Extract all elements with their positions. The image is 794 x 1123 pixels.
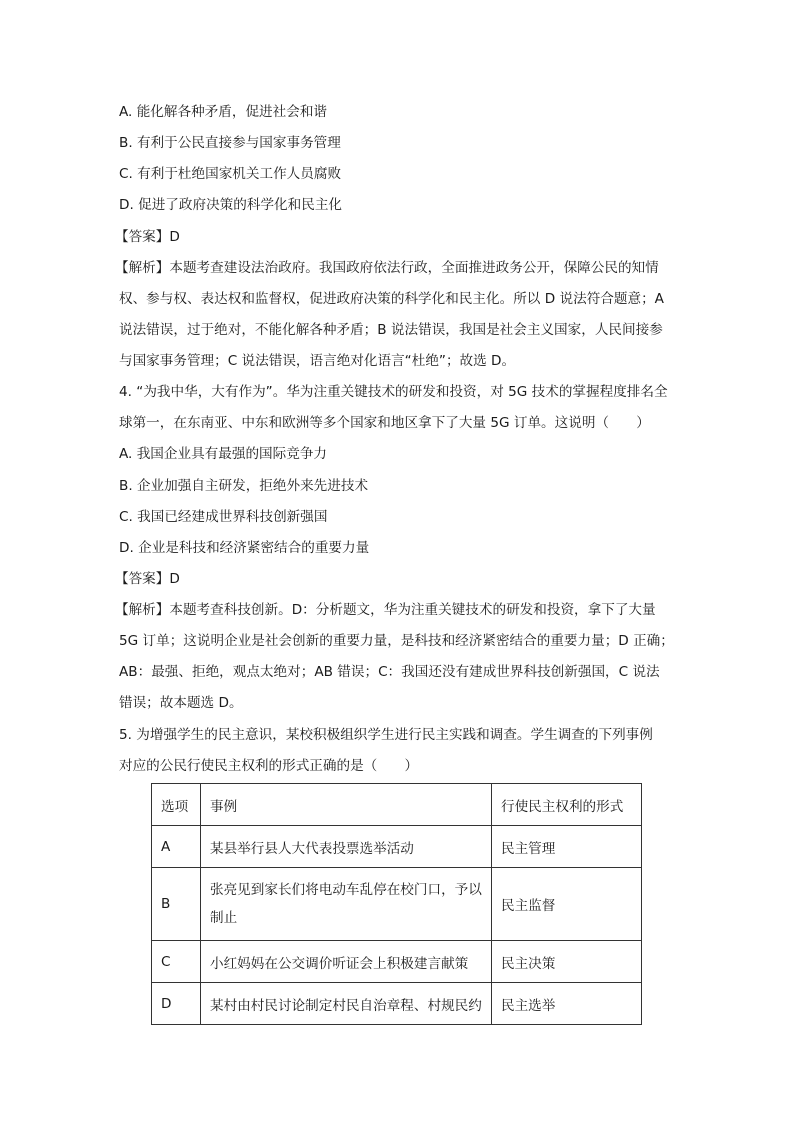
table-cell-option: B xyxy=(152,868,201,941)
table-cell-option: A xyxy=(152,826,201,868)
table-header-row xyxy=(152,784,642,826)
q4-analysis-line-3: AB：最强、拒绝，观点太绝对；AB 错误；C：我国还没有建成世界科技创新强国，C 说法 xyxy=(119,664,660,680)
q5-table xyxy=(151,783,642,1025)
table-cell-form: 民主决策 xyxy=(492,941,642,983)
table-row xyxy=(152,941,642,983)
table-cell-example: 某县举行县人大代表投票选举活动 xyxy=(201,826,492,868)
q3-analysis-line-3: 说法错误，过于绝对，不能化解各种矛盾；B 说法错误，我国是社会主义国家，人民间接参 xyxy=(119,322,663,338)
table-cell-form: 民主选举 xyxy=(492,983,642,1025)
q3-option-c: C. 有利于杜绝国家机关工作人员腐败 xyxy=(119,166,342,182)
q4-analysis-line-4: 错误；故本题选 D。 xyxy=(119,695,243,711)
q4-stem-line-2: 球第一，在东南亚、中东和欧洲等多个国家和地区拿下了大量 5G 订单。这说明（ ） xyxy=(119,415,650,431)
q4-option-b: B. 企业加强自主研发，拒绝外来先进技术 xyxy=(119,478,369,494)
table-row xyxy=(152,983,642,1025)
q3-analysis-line-4: 与国家事务管理；C 说法错误，语言绝对化语言“杜绝”；故选 D。 xyxy=(119,353,516,369)
q4-option-a: A. 我国企业具有最强的国际竞争力 xyxy=(119,446,328,462)
table-row xyxy=(152,826,642,868)
table-cell-form: 民主管理 xyxy=(492,826,642,868)
q4-stem-line-1: 4. “为我中华，大有作为”。华为注重关键技术的研发和投资，对 5G 技术的掌握程度排名全 xyxy=(119,384,668,400)
q4-analysis-line-1: 【解析】本题考查科技创新。D：分析题文，华为注重关键技术的研发和投资，拿下了大量 xyxy=(115,602,656,618)
table-cell-form: 民主监督 xyxy=(492,868,642,941)
q4-answer: 【答案】D xyxy=(115,571,180,587)
q3-answer: 【答案】D xyxy=(115,229,180,245)
table-row xyxy=(152,868,642,941)
q3-option-d: D. 促进了政府决策的科学化和民主化 xyxy=(119,197,343,213)
q3-analysis-line-2: 权、参与权、表达权和监督权，促进政府决策的科学化和民主化。所以 D 说法符合题意；A xyxy=(119,291,664,307)
q3-analysis-line-1: 【解析】本题考查建设法治政府。我国政府依法行政，全面推进政务公开，保障公民的知情 xyxy=(115,260,659,276)
q4-option-c: C. 我国已经建成世界科技创新强国 xyxy=(119,509,328,525)
q4-analysis-line-2: 5G 订单；这说明企业是社会创新的重要力量，是科技和经济紧密结合的重要力量；D 正确； xyxy=(119,633,674,649)
table-header-option: 选项 xyxy=(152,784,201,826)
table-cell-option: C xyxy=(152,941,201,983)
q5-stem-line-2: 对应的公民行使民主权利的形式正确的是（ ） xyxy=(119,758,419,774)
q3-option-b: B. 有利于公民直接参与国家事务管理 xyxy=(119,135,341,151)
table-cell-example: 某村由村民讨论制定村民自治章程、村规民约 xyxy=(201,983,492,1025)
table-cell-example: 小红妈妈在公交调价听证会上积极建言献策 xyxy=(201,941,492,983)
table-cell-option: D xyxy=(152,983,201,1025)
table-header-example: 事例 xyxy=(201,784,492,826)
q3-option-a: A. 能化解各种矛盾，促进社会和谐 xyxy=(119,104,328,120)
q5-stem-line-1: 5. 为增强学生的民主意识，某校积极组织学生进行民主实践和调查。学生调查的下列事例 xyxy=(119,727,653,743)
table-cell-example: 张亮见到家长们将电动车乱停在校门口，予以制止 xyxy=(201,868,492,941)
table-header-form: 行使民主权利的形式 xyxy=(492,784,642,826)
q4-option-d: D. 企业是科技和经济紧密结合的重要力量 xyxy=(119,540,370,556)
